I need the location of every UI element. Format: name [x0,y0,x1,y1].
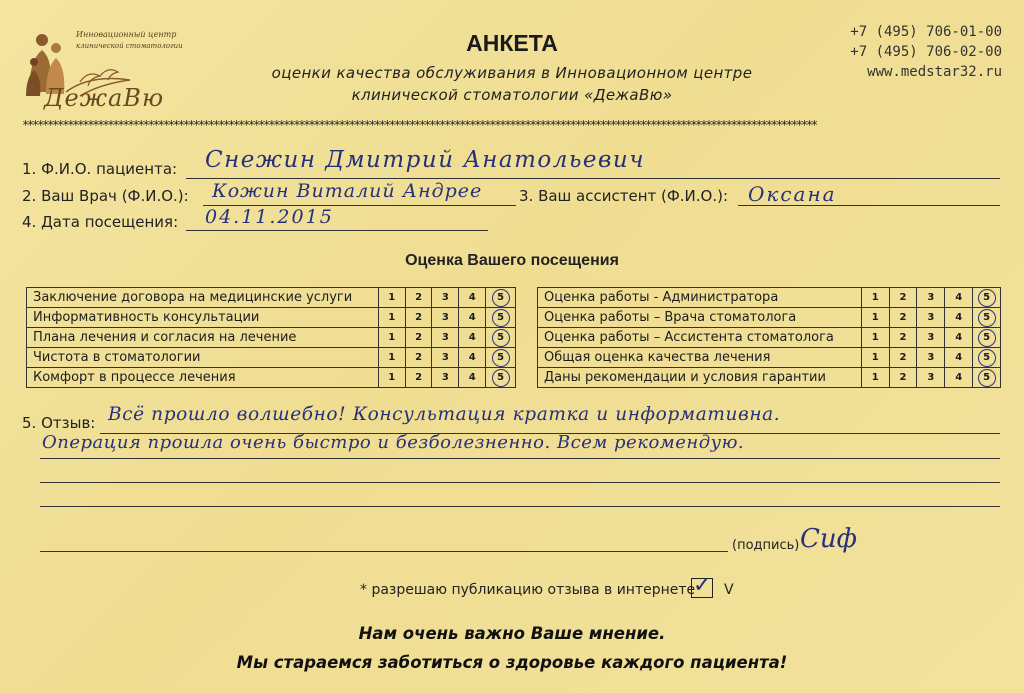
patient-line [186,178,1000,179]
rating-score-option[interactable] [459,308,486,328]
rating-criterion-label: Даны рекомендации и условия гарантии [538,368,862,388]
website: www.medstar32.ru [867,64,1002,80]
rating-row [538,328,1001,348]
rating-score-number: 2 [415,292,423,303]
selected-score-circle [492,289,510,307]
patient-label: 1. Ф.И.О. пациента: [22,160,178,178]
publish-consent-label: * разрешаю публикацию отзыва в интернете [360,582,696,598]
rating-score-option[interactable] [889,348,917,368]
rating-score-option[interactable] [917,328,945,348]
page-subtitle [212,62,812,106]
rating-score-number: 3 [927,372,935,383]
rating-score-number: 5 [497,352,505,363]
rating-score-number: 1 [388,292,396,303]
review-line-2 [40,458,1000,459]
rating-score-option[interactable] [378,348,405,368]
rating-score-number: 1 [871,332,879,343]
rating-score-option[interactable] [405,328,432,348]
rating-score-option[interactable] [432,348,459,368]
rating-score-number: 2 [415,332,423,343]
rating-score-number: 4 [468,292,476,303]
rating-score-option[interactable] [459,328,486,348]
rating-criterion-label: Чистота в стоматологии [27,348,379,368]
phone-2: +7 (495) 706-02-00 [850,44,1002,60]
rating-score-number: 5 [983,332,991,343]
closing-line-1: Нам очень важно Ваше мнение. [358,624,666,643]
rating-criterion-label: Информативность консультации [27,308,379,328]
rating-score-number: 1 [871,372,879,383]
rating-criterion-label: Комфорт в процессе лечения [27,368,379,388]
signature-label: (подпись) [732,538,800,553]
doctor-label: 2. Ваш Врач (Ф.И.О.): [22,187,189,205]
rating-score-number: 1 [388,352,396,363]
logo-tagline-1: Инновационный центр [76,30,177,39]
rating-score-number: 4 [955,352,963,363]
rating-score-option[interactable] [973,348,1001,368]
rating-score-number: 4 [955,332,963,343]
rating-score-option[interactable] [861,288,889,308]
rating-score-option[interactable] [459,348,486,368]
rating-score-option[interactable] [432,328,459,348]
rating-criterion-label: Общая оценка качества лечения [538,348,862,368]
review-label: 5. Отзыв: [22,414,96,432]
rating-row [538,308,1001,328]
rating-criterion-label: Оценка работы – Ассистента стоматолога [538,328,862,348]
contact-block [850,22,1002,82]
rating-score-option[interactable] [486,328,516,348]
assistant-name-value: Оксана [748,182,837,206]
subtitle-line-2: клинической стоматологии «ДежаВю» [351,86,673,104]
selected-score-circle [492,309,510,327]
rating-score-option[interactable] [889,368,917,388]
rating-score-option[interactable] [945,308,973,328]
rating-score-number: 3 [441,352,449,363]
rating-score-option[interactable] [917,368,945,388]
selected-score-circle [492,349,510,367]
rating-score-number: 5 [983,372,991,383]
rating-score-number: 3 [441,332,449,343]
rating-row [27,328,516,348]
rating-score-number: 3 [441,292,449,303]
rating-score-number: 2 [415,352,423,363]
rating-score-number: 3 [927,312,935,323]
rating-score-option[interactable] [945,328,973,348]
rating-score-option[interactable] [917,348,945,368]
rating-score-number: 3 [927,292,935,303]
rating-score-number: 1 [388,372,396,383]
rating-score-number: 4 [955,312,963,323]
star-divider: ************************************************************************************************************************************************************** [22,118,816,132]
rating-score-option[interactable] [861,348,889,368]
closing-line-2: Мы стараемся заботиться о здоровье каждого пациента! [236,653,788,672]
rating-criterion-label: Оценка работы - Администратора [538,288,862,308]
signature-value: Сиф [800,524,857,554]
rating-score-number: 5 [983,312,991,323]
rating-criterion-label: Оценка работы – Врача стоматолога [538,308,862,328]
rating-score-number: 1 [871,312,879,323]
rating-score-option[interactable] [945,368,973,388]
rating-score-number: 2 [899,372,907,383]
rating-score-option[interactable] [432,308,459,328]
selected-score-circle [978,329,996,347]
visit-date-label: 4. Дата посещения: [22,213,179,231]
rating-score-option[interactable] [378,328,405,348]
rating-score-option[interactable] [861,368,889,388]
rating-score-option[interactable] [973,308,1001,328]
publish-consent-v: V [724,582,734,598]
rating-score-number: 4 [468,352,476,363]
selected-score-circle [978,289,996,307]
rating-row [27,288,516,308]
doctor-name-value: Кожин Виталий Андрее [212,180,483,202]
rating-score-number: 3 [441,372,449,383]
rating-score-number: 4 [468,372,476,383]
check-mark-icon: ✓ [693,573,712,598]
rating-score-option[interactable] [378,368,405,388]
rating-score-option[interactable] [486,308,516,328]
rating-score-option[interactable] [405,368,432,388]
logo-wordmark: ДежаВю [44,84,165,112]
rating-score-option[interactable] [861,308,889,328]
rating-score-number: 3 [927,352,935,363]
rating-score-option[interactable] [432,288,459,308]
rating-score-option[interactable] [973,328,1001,348]
rating-score-number: 2 [899,292,907,303]
selected-score-circle [492,369,510,387]
rating-criterion-label: Заключение договора на медицинские услуги [27,288,379,308]
rating-row [538,368,1001,388]
selected-score-circle [978,349,996,367]
logo-tagline-2: клинической стоматологии [76,42,183,50]
rating-row [27,308,516,328]
rating-score-option[interactable] [486,288,516,308]
rating-score-number: 4 [955,372,963,383]
selected-score-circle [978,309,996,327]
patient-name-value: Снежин Дмитрий Анатольевич [205,147,646,173]
rating-score-number: 4 [955,292,963,303]
rating-score-option[interactable] [973,288,1001,308]
review-line-3 [40,482,1000,483]
rating-score-option[interactable] [917,288,945,308]
selected-score-circle [978,369,996,387]
assistant-label: 3. Ваш ассистент (Ф.И.О.): [519,187,729,205]
publish-consent-checkbox[interactable] [691,573,713,598]
rating-score-number: 1 [871,292,879,303]
rating-row [27,348,516,368]
visit-date-value: 04.11.2015 [205,206,334,228]
rating-score-option[interactable] [889,288,917,308]
rating-score-number: 3 [441,312,449,323]
rating-score-option[interactable] [861,328,889,348]
rating-score-number: 1 [871,352,879,363]
rating-score-number: 5 [497,372,505,383]
rating-score-option[interactable] [973,368,1001,388]
review-text-line-1: Всё прошло волшебно! Консультация кратка и информативна. [108,404,781,425]
rating-table-left [26,287,516,388]
page-title: АНКЕТА [466,30,558,56]
rating-row [538,348,1001,368]
rating-score-option[interactable] [378,308,405,328]
rating-score-number: 3 [927,332,935,343]
rating-table-right [537,287,1001,388]
rating-score-number: 2 [899,352,907,363]
rating-score-number: 1 [388,332,396,343]
rating-score-number: 4 [468,332,476,343]
rating-score-number: 5 [983,352,991,363]
selected-score-circle [492,329,510,347]
rating-score-option[interactable] [889,308,917,328]
rating-score-option[interactable] [486,348,516,368]
rating-score-number: 5 [497,292,505,303]
rating-section-title: Оценка Вашего посещения [405,252,619,269]
phone-1: +7 (495) 706-01-00 [850,24,1002,40]
rating-score-number: 2 [899,312,907,323]
rating-score-number: 4 [468,312,476,323]
rating-row [538,288,1001,308]
rating-score-option[interactable] [945,288,973,308]
rating-criterion-label: Плана лечения и согласия на лечение [27,328,379,348]
rating-score-option[interactable] [405,308,432,328]
review-line-4 [40,506,1000,507]
rating-row [27,368,516,388]
rating-score-option[interactable] [459,368,486,388]
rating-score-option[interactable] [432,368,459,388]
rating-score-number: 1 [388,312,396,323]
rating-score-number: 5 [497,332,505,343]
rating-score-option[interactable] [945,348,973,368]
rating-score-number: 2 [899,332,907,343]
review-line-5 [40,551,728,552]
subtitle-line-1: оценки качества обслуживания в Инновационном центре [271,64,753,82]
rating-score-number: 2 [415,312,423,323]
rating-score-option[interactable] [405,288,432,308]
rating-score-option[interactable] [889,328,917,348]
rating-score-number: 2 [415,372,423,383]
visit-date-line [186,230,488,231]
rating-score-option[interactable] [917,308,945,328]
rating-score-option[interactable] [459,288,486,308]
review-text-line-2: Операция прошла очень быстро и безболезненно. Всем рекомендую. [42,432,745,453]
rating-score-option[interactable] [486,368,516,388]
rating-score-option[interactable] [405,348,432,368]
rating-score-number: 5 [983,292,991,303]
rating-score-number: 5 [497,312,505,323]
rating-score-option[interactable] [378,288,405,308]
